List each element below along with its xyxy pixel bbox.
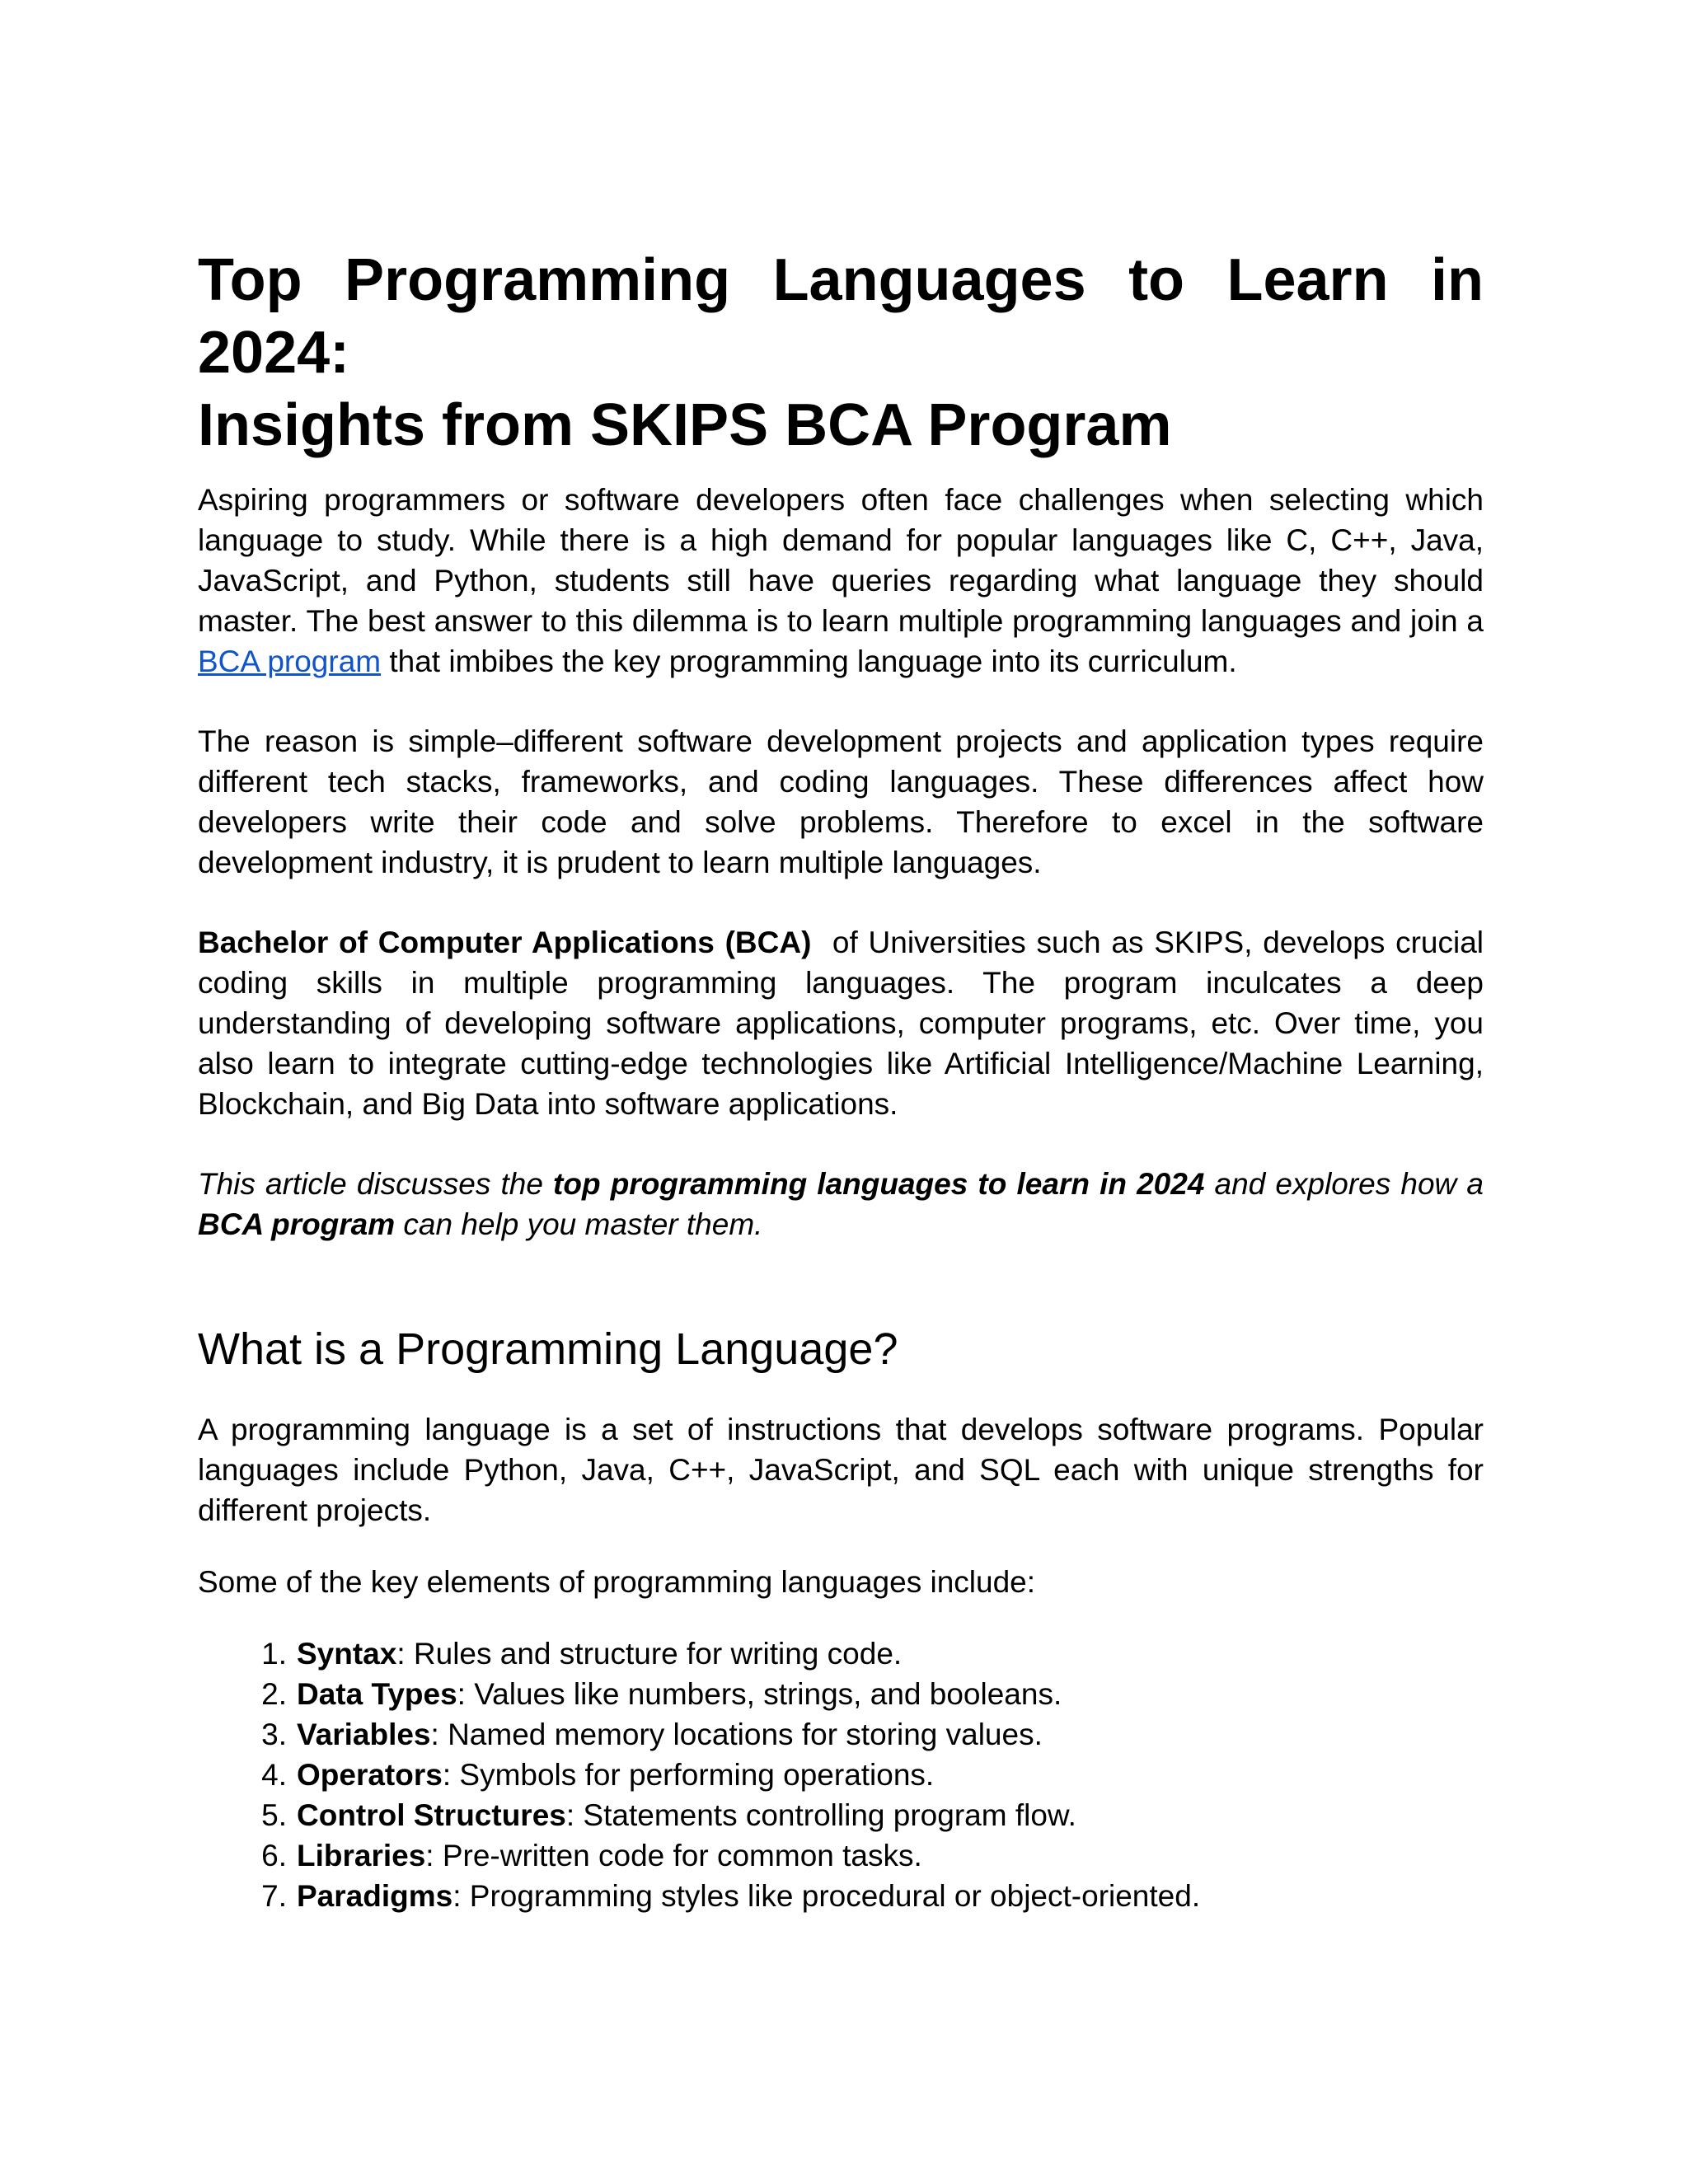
article-note-part-2: and explores how a <box>1204 1167 1484 1201</box>
list-item-term: Syntax <box>297 1637 397 1671</box>
list-item-number: 5. <box>261 1798 287 1832</box>
definition-paragraph: A programming language is a set of instructions that develops software programs. Popular languages include Python, Java, C++, JavaScript, and SQL each with unique strengths for different projects. <box>198 1413 1484 1527</box>
intro-text-after-link: that imbibes the key programming language into its curriculum. <box>381 644 1237 678</box>
list-item-number: 4. <box>261 1758 287 1792</box>
bca-paragraph-rest: of Universities such as SKIPS, develops crucial coding skills in multiple programming languages. The program inculcates a deep understanding of developing software applications, computer programs, etc. Over time, you also learn to integrate cutting-edge technologies like Artificial Intelligence/Machine Learning, Blockchain, and Big Data into software applications. <box>198 926 1493 1121</box>
list-item <box>198 1835 1484 1876</box>
bca-bold-lead: Bachelor of Computer Applications (BCA) <box>198 926 812 959</box>
list-item-term: Variables <box>297 1718 431 1751</box>
page-title-line-1: Top Programming Languages to Learn in 2024: <box>198 247 1484 386</box>
list-item-term: Data Types <box>297 1677 457 1711</box>
list-item-desc: : Programming styles like procedural or object-oriented. <box>452 1879 1201 1913</box>
list-item-term: Paradigms <box>297 1879 453 1913</box>
list-item <box>198 1755 1484 1795</box>
list-item-desc: : Statements controlling program flow. <box>565 1798 1076 1832</box>
list-item <box>198 1876 1484 1916</box>
list-item <box>198 1795 1484 1835</box>
list-item-desc: : Pre-written code for common tasks. <box>425 1839 922 1872</box>
intro-paragraph <box>198 480 1484 682</box>
section-heading: What is a Programming Language? <box>198 1324 898 1374</box>
bca-paragraph <box>198 922 1493 1124</box>
page-title <box>198 244 1484 462</box>
page-title-line-2: Insights from SKIPS BCA Program <box>198 392 1172 458</box>
list-item-desc: : Rules and structure for writing code. <box>396 1637 903 1671</box>
intro-text-before-link: Aspiring programmers or software developers often face challenges when selecting which language to study. While there is a high demand for popular languages like C, C++, Java, JavaScript, and Python, students still have queries regarding what language they should master. The best answer to this dilemma is to learn multiple programming languages and join a <box>198 483 1484 638</box>
list-item-desc: : Values like numbers, strings, and booleans. <box>457 1677 1062 1711</box>
list-item-term: Control Structures <box>297 1798 566 1832</box>
article-note-bold-2: BCA program <box>198 1207 396 1241</box>
bca-program-link[interactable]: BCA program <box>198 644 382 678</box>
article-note-part-1: This article discusses the <box>198 1167 554 1201</box>
list-item-desc: : Symbols for performing operations. <box>442 1758 935 1792</box>
list-item-term: Operators <box>297 1758 443 1792</box>
elements-list <box>198 1633 1484 1916</box>
list-item-number: 7. <box>261 1879 287 1913</box>
list-item-number: 6. <box>261 1839 287 1872</box>
list-item-desc: : Named memory locations for storing values. <box>430 1718 1043 1751</box>
article-note-part-3: can help you master them. <box>395 1207 763 1241</box>
elements-intro: Some of the key elements of programming languages include: <box>198 1565 1036 1599</box>
list-item <box>198 1674 1484 1714</box>
list-item-term: Libraries <box>297 1839 426 1872</box>
document-page <box>198 244 1493 1916</box>
reason-paragraph: The reason is simple–different software development projects and application types require different tech stacks, frameworks, and coding languages. These differences affect how developers write their code and solve problems. Therefore to excel in the software development industry, it is prudent to learn multiple languages. <box>198 724 1484 879</box>
list-item-number: 3. <box>261 1718 287 1751</box>
list-item <box>198 1714 1484 1755</box>
article-note-paragraph <box>198 1164 1484 1244</box>
list-item-number: 1. <box>261 1637 287 1671</box>
list-item <box>198 1633 1484 1674</box>
list-item-number: 2. <box>261 1677 287 1711</box>
article-note-bold-1: top programming languages to learn in 2024 <box>553 1167 1205 1201</box>
